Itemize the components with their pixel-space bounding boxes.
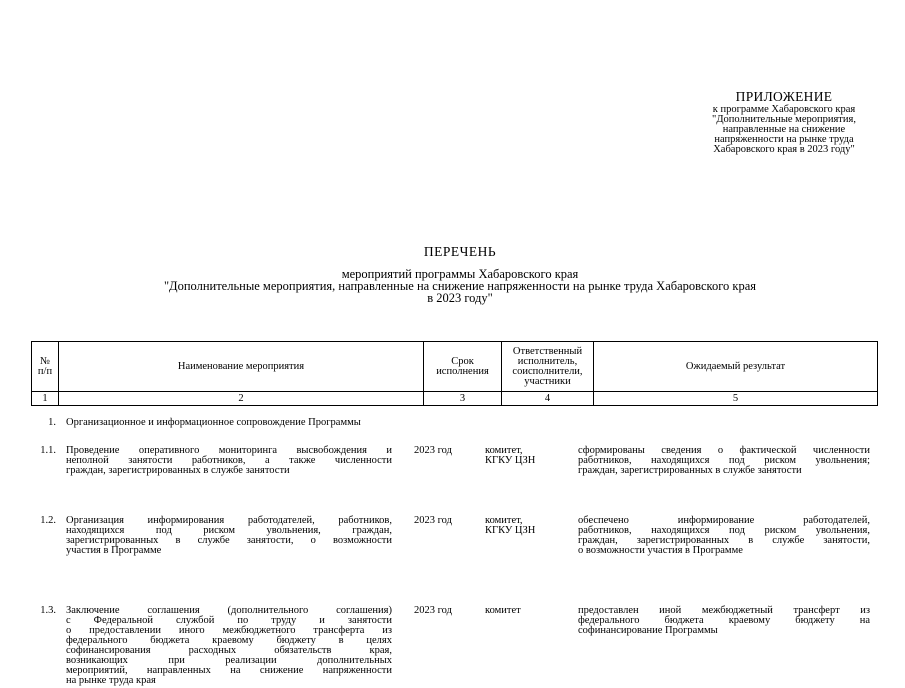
column-number: 1: [32, 392, 59, 406]
event-term: 2023 год: [414, 445, 452, 456]
event-name: Проведение оперативного мониторинга высвобождения и неполной занятости работников, а также численности граждан, зарегистрированных в службе занятости: [66, 445, 392, 476]
column-number: 3: [424, 392, 502, 406]
section-title: Организационное и информационное сопровождение Программы: [66, 417, 361, 428]
event-result: сформированы сведения о фактической численности работников, находящихся под риском увольнения; граждан, зарегистрированных в службе занятости: [578, 445, 870, 476]
event-executor: комитет, КГКУ ЦЗН: [485, 445, 536, 466]
appendix-line: Хабаровского края в 2023 году": [713, 144, 855, 155]
appendix-heading: ПРИЛОЖЕНИЕ: [735, 89, 833, 104]
header-executor: Ответственный исполнитель, соисполнители, участники: [502, 342, 594, 392]
header-num: № п/п: [32, 342, 59, 392]
section-row: [31, 418, 877, 430]
column-number: 4: [502, 392, 594, 406]
title-line: мероприятий программы Хабаровского края: [341, 267, 579, 281]
event-name: Организация информирования работодателей, работников, находящихся под риском увольнения, граждан, зарегистрированных в службе занятости, о возможности участия в Программе: [66, 515, 392, 556]
event-executor: комитет: [485, 605, 521, 616]
header-term: Срок исполнения: [424, 342, 502, 392]
event-name: Заключение соглашения (дополнительного соглашения) с Федеральной службой по труду и занятости о предоставлении иного межбюджетного трансферта из федерального бюджета краевому бюджету в целях софинансирования расходных обязательств края, возникающих при реализации дополнительных мероприятий, направленных на снижение напряженности на рынке труда края: [66, 605, 392, 686]
title-line: "Дополнительные мероприятия, направленные на снижение напряженности на рынке труда Хабаровского края: [163, 279, 757, 293]
events-table-header: [31, 341, 878, 406]
column-number: 5: [594, 392, 878, 406]
table-row: [31, 516, 877, 558]
column-number: 2: [59, 392, 424, 406]
row-number: 1.2.: [40, 515, 56, 526]
document-title: [60, 244, 860, 304]
appendix-line: к программе Хабаровского края: [712, 104, 856, 115]
table-row: [31, 446, 877, 478]
appendix-block: [670, 89, 898, 155]
table-row: [31, 606, 877, 688]
row-number: 1.: [48, 417, 56, 428]
appendix-line: напряженности на рынке труда: [714, 134, 854, 145]
title-heading: ПЕРЕЧЕНЬ: [423, 244, 497, 259]
events-table-body: [31, 412, 877, 686]
event-result: предоставлен иной межбюджетный трансферт из федерального бюджета краевому бюджету на софинансирование Программы: [578, 605, 870, 636]
event-executor: комитет, КГКУ ЦЗН: [485, 515, 536, 536]
row-number: 1.3.: [40, 605, 56, 616]
header-row: [32, 342, 878, 392]
header-name: Наименование мероприятия: [59, 342, 424, 392]
row-number: 1.1.: [40, 445, 56, 456]
event-term: 2023 год: [414, 605, 452, 616]
header-result: Ожидаемый результат: [594, 342, 878, 392]
appendix-line: направленные на снижение: [722, 124, 846, 135]
title-line: в 2023 году": [427, 291, 493, 305]
column-numbers-row: [32, 392, 878, 406]
event-term: 2023 год: [414, 515, 452, 526]
event-result: обеспечено информирование работодателей, работников, находящихся под риском увольнения, граждан, зарегистрированных в службе занятости, о возможности участия в Программе: [578, 515, 870, 556]
appendix-line: "Дополнительные мероприятия,: [712, 114, 856, 125]
